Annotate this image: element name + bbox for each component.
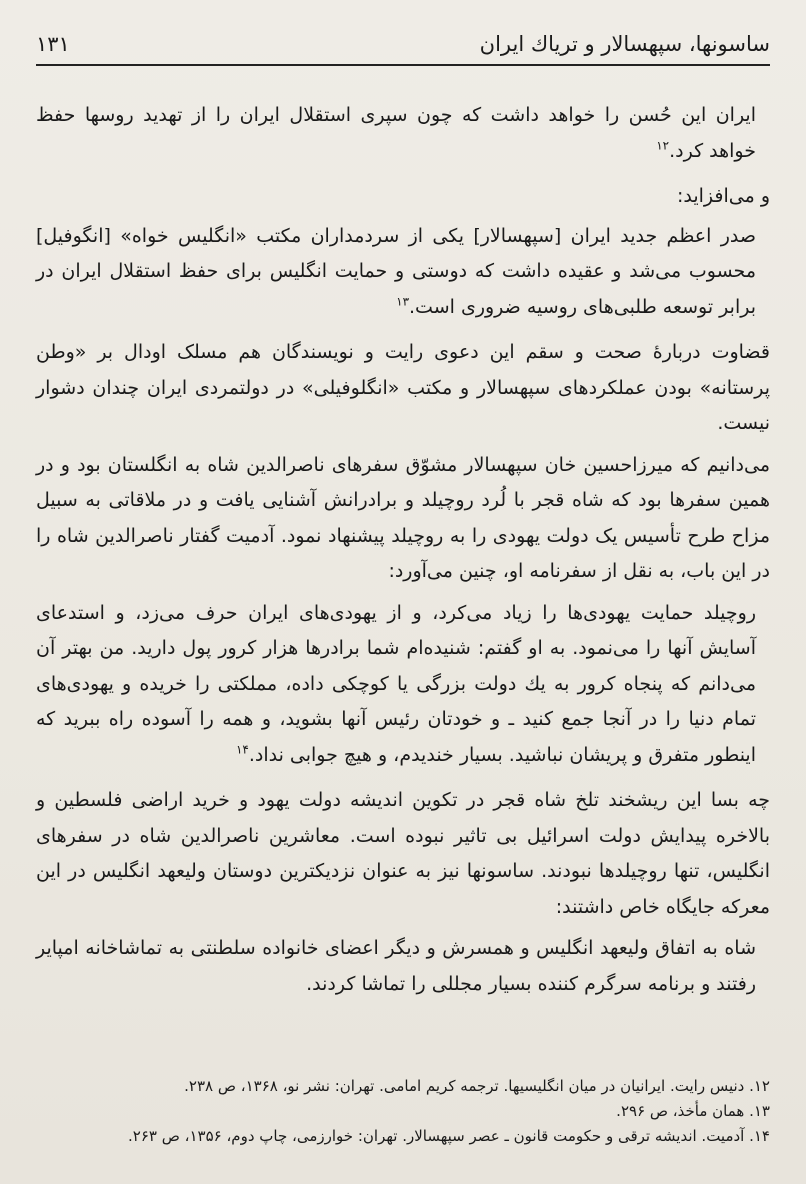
footnote-ref-12: ۱۲ [656,138,670,153]
paragraph-1: ایران این حُسن را خواهد داشت که چون سپری استقلال ایران را از تهدید روسها حفظ خواهد کرد.$^{۱۲}$ [36,104,756,162]
paragraph-4: قضاوت دربارهٔ صحت و سقم این دعوی رایت و نویسندگان هم مسلک اودال بر «وطن پرستانه» بودن عملکردهای سپهسالار و مکتب «انگلوفیلی» در دولتمردی ایران چندان دشوار نیست. [36,341,770,434]
paragraph-3: صدر اعظم جدید ایران [سپهسالار] یکی از سردمداران مکتب «انگلیس خواه» [انگوفیل] محسوب می‌شد و عقیده داشت که دوستی و حمایت انگلیس برای حفظ استقلال ایران در برابر توسعه طلبی‌های روسیه ضروری است.$^{۱۳}$ [36,224,756,318]
body-text [36,98,770,1012]
paragraph-5: می‌دانیم که میرزاحسین خان سپهسالار مشوّق سفرهای ناصرالدین شاه به انگلستان بود و در همین سفرها بود که شاه قجر با لُرد روچیلد و برادرانش آشنایی یافت و در ملاقاتی به سبیل مزاح طرح تأسیس یک دولت یهودی را به روچیلد پیشنهاد نمود. آدمیت گفتار ناصرالدین شاه را در این باب، به نقل از سفرنامه او، چنین می‌آورد: [36,453,770,582]
paragraph-8: شاه به اتفاق ولیعهد انگلیس و همسرش و دیگر اعضای خانواده سلطنتی به تماشاخانه امپایر رفتند و برنامه سرگرم کننده بسیار مجللی را تماشا کردند. [36,937,756,995]
footnote-14: ۱۴. آدمیت. اندیشه ترقی و حکومت قانون ـ عصر سپهسالار. تهران: خوارزمی، چاپ دوم، ۱۳۵۶، ص ۲۶۳. [127,1127,770,1145]
footnote-ref-13: ۱۳ [396,294,410,309]
paragraph-2: و می‌افزاید: [676,185,770,207]
footnote-12: ۱۲. دنیس رایت. ایرانیان در میان انگلیسیها. ترجمه کریم امامی. تهران: نشر نو، ۱۳۶۸، ص ۲۳۸. [184,1077,770,1095]
running-title: ساسونها، سپهسالار و تریاك ایران [479,32,770,56]
footnotes [36,1074,770,1149]
page-number: ۱۳۱ [36,32,70,56]
footnote-ref-14: ۱۴ [235,742,249,757]
running-header [36,30,770,66]
footnote-13: ۱۳. همان مأخذ، ص ۲۹۶. [616,1102,770,1120]
paragraph-7: چه بسا این ریشخند تلخ شاه قجر در تکوین اندیشه دولت یهود و خرید اراضی فلسطین و بالاخره پیدایش دولت اسرائیل بی تاثیر نبوده است. معاشرین ناصرالدین شاه در سفرهای انگلیس، تنها روچیلدها نبودند. ساسونها نیز به عنوان نزدیکترین دوستان ولیعهد انگلیس در این معرکه جایگاه خاص داشتند: [36,789,770,918]
paragraph-6: روچیلد حمایت یهودی‌ها را زیاد می‌کرد، و از یهودی‌های ایران حرف می‌زد، و استدعای آسایش آنها را می‌نمود. به او گفتم: شنیده‌ام شما برادرها هزار کرور پول دارید. من بهتر آن می‌دانم که پنجاه کرور به یك دولت بزرگی یا کوچکی داده، مملکتی را خریده و یهودی‌های تمام دنیا را در آنجا جمع کنید ـ و خودتان رئیس آنها بشوید، و همه را آسوده راه ببرید که اینطور متفرق و پریشان نباشید. بسیار خندیدم، و هیچ جوابی نداد.$^{۱۴}$ [36,601,756,766]
